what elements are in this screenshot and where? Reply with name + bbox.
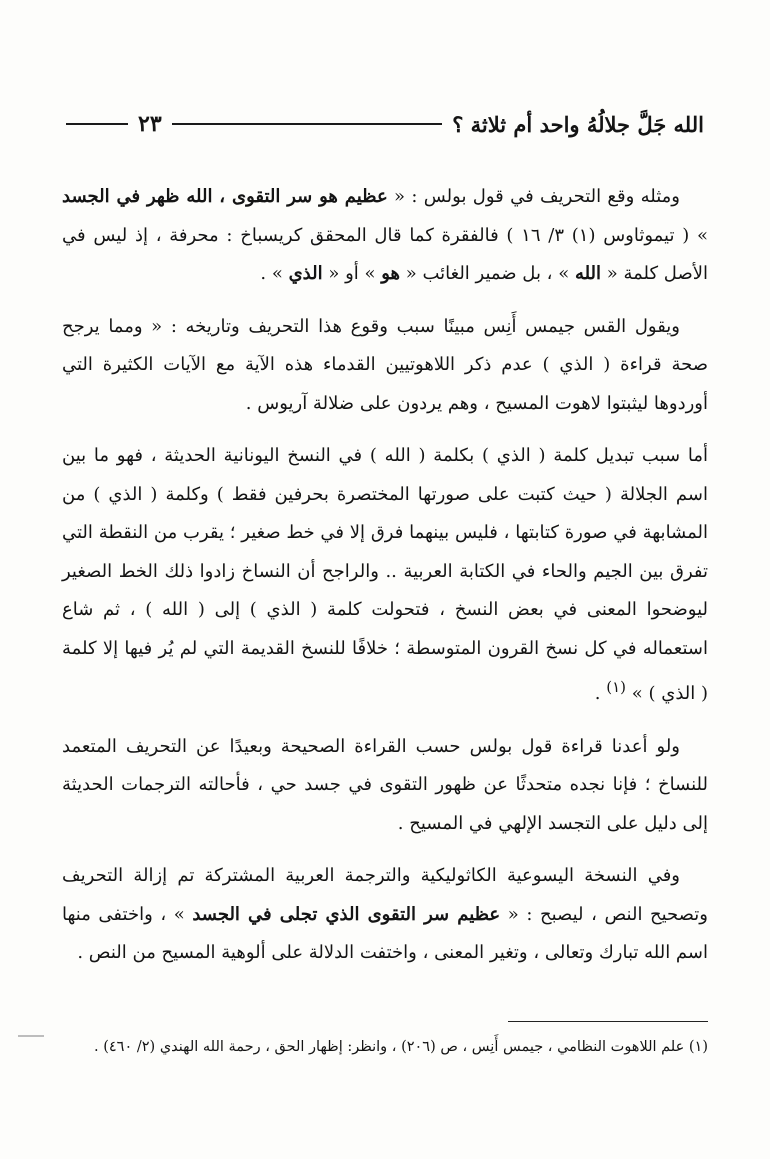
paragraph-indent — [680, 186, 708, 207]
text-run: » ، بل ضمير الغائب « — [400, 263, 575, 284]
text-run: ومثله وقع التحريف في قول بولس : « — [387, 186, 680, 207]
bold-word: الذي — [288, 263, 323, 284]
paragraph-1 — [62, 178, 708, 294]
paragraph-indent — [680, 316, 708, 337]
margin-mark — [18, 1035, 44, 1037]
paragraph-2 — [62, 308, 708, 424]
page-number: ٢٣ — [138, 111, 162, 137]
running-title: الله جَلَّ جلالُهُ واحد أم ثلاثة ؟ — [452, 111, 704, 137]
text-run: ويقول القس جيمس أَنِس مبينًا سبب وقوع هذا التحريف وتاريخه : « ومما يرجح صحة قراءة ( الذي ) عدم ذكر اللاهوتيين القدماء هذه الآية مع الآيات الكثيرة التي أوردوها ليثبتوا لاهوت المسيح ، وهم يردون على ضلالة آريوس . — [62, 315, 708, 414]
bold-word: الله — [574, 263, 602, 284]
text-run: أما سبب تبديل كلمة ( الذي ) بكلمة ( الله ) في النسخ اليونانية الحديثة ، فهو ما بين اسم الجلالة ( حيث كتبت على صورتها المختصرة بحرفين فقط ) وكلمة ( الذي ) من المشابهة في صورة كتابتها ، فليس بينهما فرق إلا في خط صغير ؛ يقرب من النقطة التي تفرق بين الجيم والحاء في الكتابة العربية .. والراجح أن النساخ زادوا ذلك الخط الصغير ليوضحوا المعنى في بعض النسخ ، فتحولت كلمة ( الذي ) إلى ( الله ) ، ثم شاع استعماله في كل نسخ القرون المتوسطة ؛ خلافًا للنسخ القديمة التي لم يُر فيها إلا كلمة ( الذي ) » — [62, 445, 708, 704]
paragraph-4 — [62, 728, 708, 844]
text-run: » أو « — [322, 263, 382, 284]
text-run: » ( تيموثاوس (١) ٣/ ١٦ ) فالفقرة كما قال المحقق كريسباخ : محرفة ، إذ ليس في الأصل كلمة « — [62, 224, 709, 284]
text-run: » ، واختفى منها اسم الله تبارك وتعالى ، وتغير المعنى ، واختفت الدلالة على ألوهية المسيح من النص . — [62, 903, 708, 963]
text-run: . — [594, 683, 607, 704]
paragraph-indent — [680, 865, 708, 886]
text-run: » . — [260, 263, 289, 284]
paragraph-3 — [62, 437, 708, 714]
text-run: ولو أعدنا قراءة قول بولس حسب القراءة الصحيحة وبعيدًا عن التحريف المتعمد للنساخ ؛ فإنا نجده متحدثًا عن ظهور التقوى في جسد حي ، فأحالته الترجمات الحديثة إلى دليل على التجسد الإلهي في المسيح . — [62, 735, 708, 834]
paragraph-5 — [62, 857, 708, 973]
header-rule-short — [66, 123, 128, 125]
footnote: (١) علم اللاهوت النظامي ، جيمس أَنِس ، ص (٢٠٦) ، وانظر: إظهار الحق ، رحمة الله الهندي (٢/ ٤٦٠) . — [93, 1039, 708, 1055]
footnote-reference[interactable]: (١) — [606, 678, 627, 696]
footnote-separator — [508, 1021, 708, 1022]
header-rule — [172, 123, 443, 125]
page-header — [66, 104, 704, 144]
bold-quote: عظيم سر التقوى الذي تجلى في الجسد — [192, 903, 501, 925]
bold-quote: عظيم هو سر التقوى ، الله ظهر في الجسد — [62, 186, 388, 207]
paragraph-indent — [680, 736, 708, 757]
main-text — [62, 178, 708, 987]
text-run: وفي النسخة اليسوعية الكاثوليكية والترجمة العربية المشتركة تم إزالة التحريف وتصحيح النص ، ليصبح : « — [62, 865, 708, 925]
bold-word: هو — [381, 263, 401, 284]
